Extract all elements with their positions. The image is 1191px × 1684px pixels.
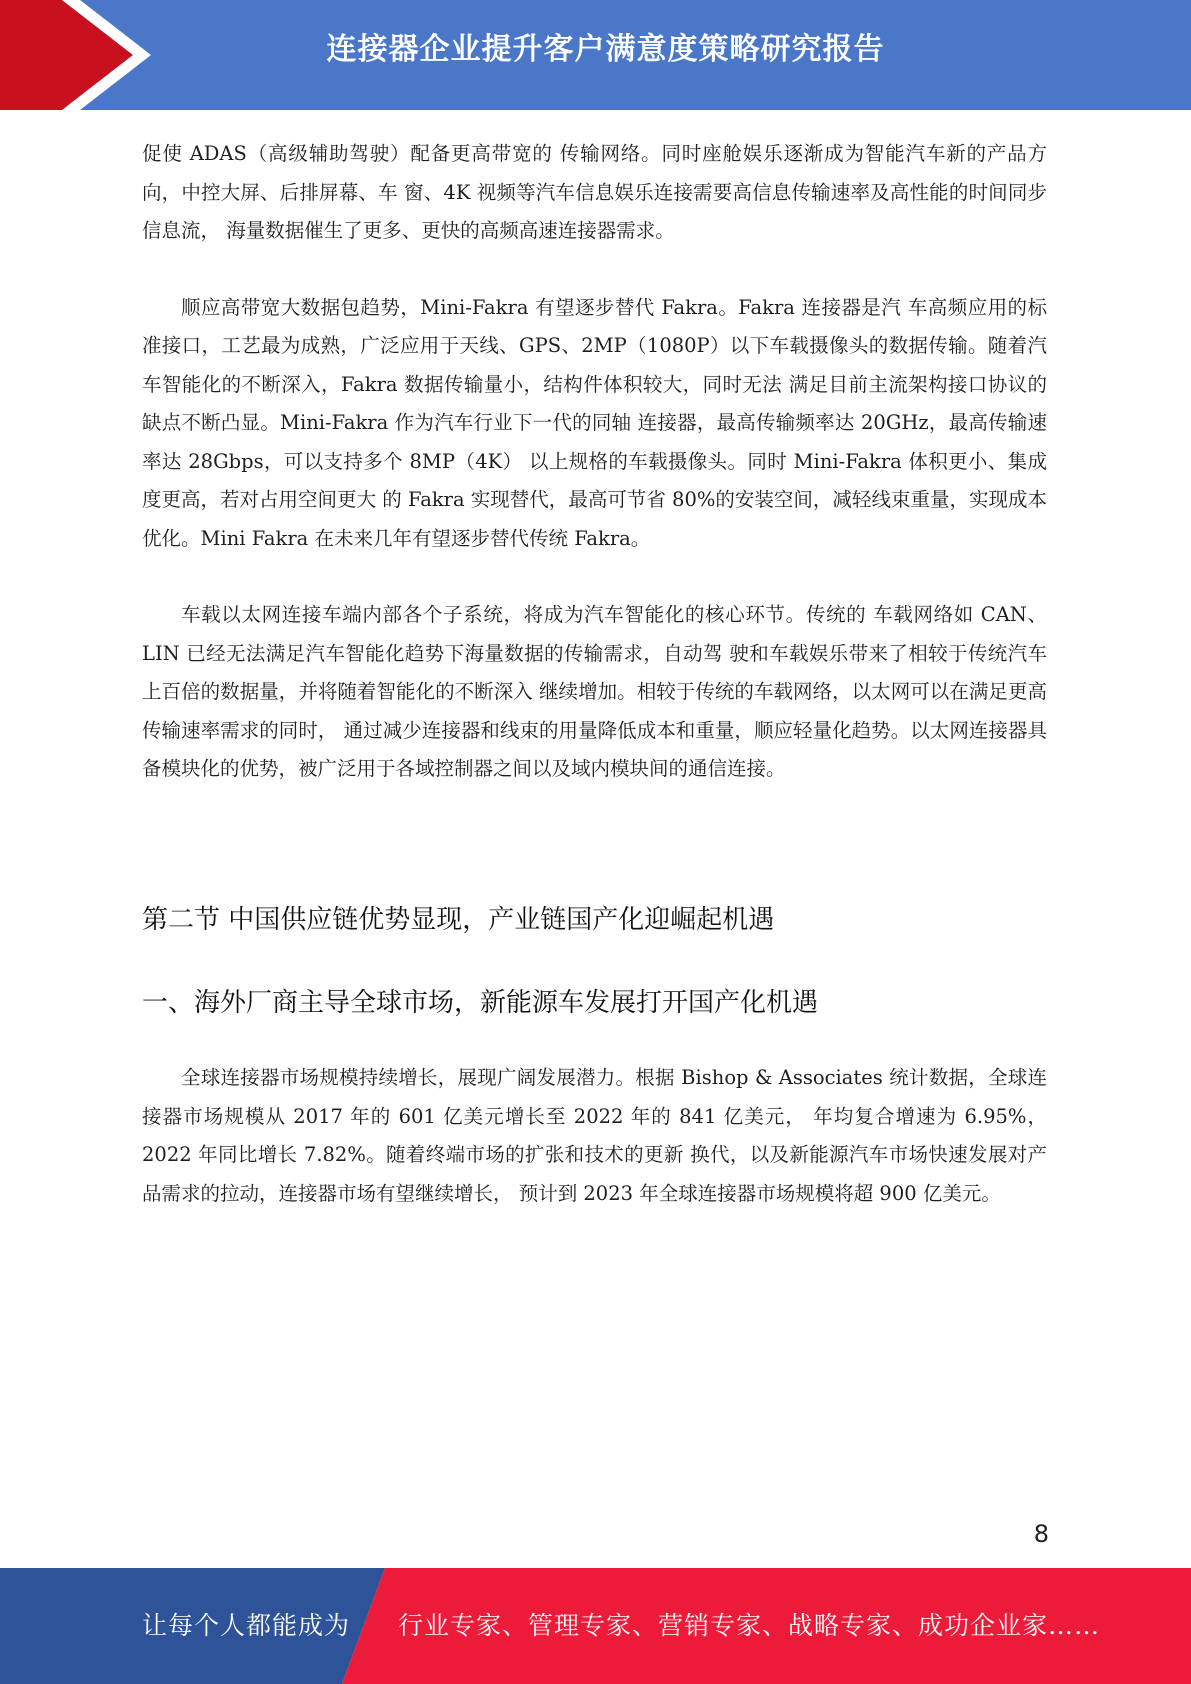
header-title: 连接器企业提升客户满意度策略研究报告	[326, 32, 885, 67]
page-header	[0, 0, 1191, 110]
footer-slogan-left: 让每个人都能成为	[142, 1611, 351, 1640]
paragraph-market-size: 全球连接器市场规模持续增长，展现广阔发展潜力。根据 Bishop & Associates 统计数据，全球连接器市场规模从 2017 年的 601 亿美元增长至 2022 年的 841 亿美元， 年均复合增速为 6.95%，2022 年同比增长 7.82%。随着终端市场的扩张和技术的更新 换代，以及新能源汽车市场快速发展对产品需求的拉动，连接器市场有望继续增长， 预计到 2023 年全球连接器市场规模将超 900 亿美元。	[142, 1066, 1047, 1205]
body-text	[142, 135, 1047, 789]
paragraph-ethernet: 车载以太网连接车端内部各个子系统，将成为汽车智能化的核心环节。传统的 车载网络如 CAN、LIN 已经无法满足汽车智能化趋势下海量数据的传输需求，自动驾 驶和车载娱乐带来了相较于传统汽车上百倍的数据量，并将随着智能化的不断深入 继续增加。相较于传统的车载网络，以太网可以在满足更高传输速率需求的同时， 通过减少连接器和线束的用量降低成本和重量，顺应轻量化趋势。以太网连接器具 备模块化的优势，被广泛用于各域控制器之间以及域内模块间的通信连接。	[142, 603, 1047, 780]
subsection-heading: 一、海外厂商主导全球市场，新能源车发展打开国产化机遇	[142, 988, 819, 1018]
page-number: 8	[1033, 1520, 1049, 1548]
footer-slogan-right: 行业专家、管理专家、营销专家、战略专家、成功企业家……	[398, 1611, 1101, 1640]
section-body	[142, 1059, 1047, 1213]
paragraph-adas: 促使 ADAS（高级辅助驾驶）配备更高带宽的 传输网络。同时座舱娱乐逐渐成为智能汽车新的产品方向，中控大屏、后排屏幕、车 窗、4K 视频等汽车信息娱乐连接需要高信息传输速率及高性能的时间同步信息流， 海量数据催生了更多、更快的高频高速连接器需求。	[142, 142, 1047, 242]
section-heading: 第二节 中国供应链优势显现，产业链国产化迎崛起机遇	[142, 905, 775, 935]
paragraph-mini-fakra: 顺应高带宽大数据包趋势，Mini-Fakra 有望逐步替代 Fakra。Fakra 连接器是汽 车高频应用的标准接口，工艺最为成熟，广泛应用于天线、GPS、2MP（1080P）以下车载摄像头的数据传输。随着汽车智能化的不断深入，Fakra 数据传输量小，结构件体积较大，同时无法 满足目前主流架构接口协议的缺点不断凸显。Mini-Fakra 作为汽车行业下一代的同轴 连接器，最高传输频率达 20GHz，最高传输速率达 28Gbps，可以支持多个 8MP（4K） 以上规格的车载摄像头。同时 Mini-Fakra 体积更小、集成度更高，若对占用空间更大 的 Fakra 实现替代，最高可节省 80%的安装空间，减轻线束重量，实现成本优化。Mini Fakra 在未来几年有望逐步替代传统 Fakra。	[142, 295, 1047, 550]
page-footer	[0, 1568, 1191, 1684]
